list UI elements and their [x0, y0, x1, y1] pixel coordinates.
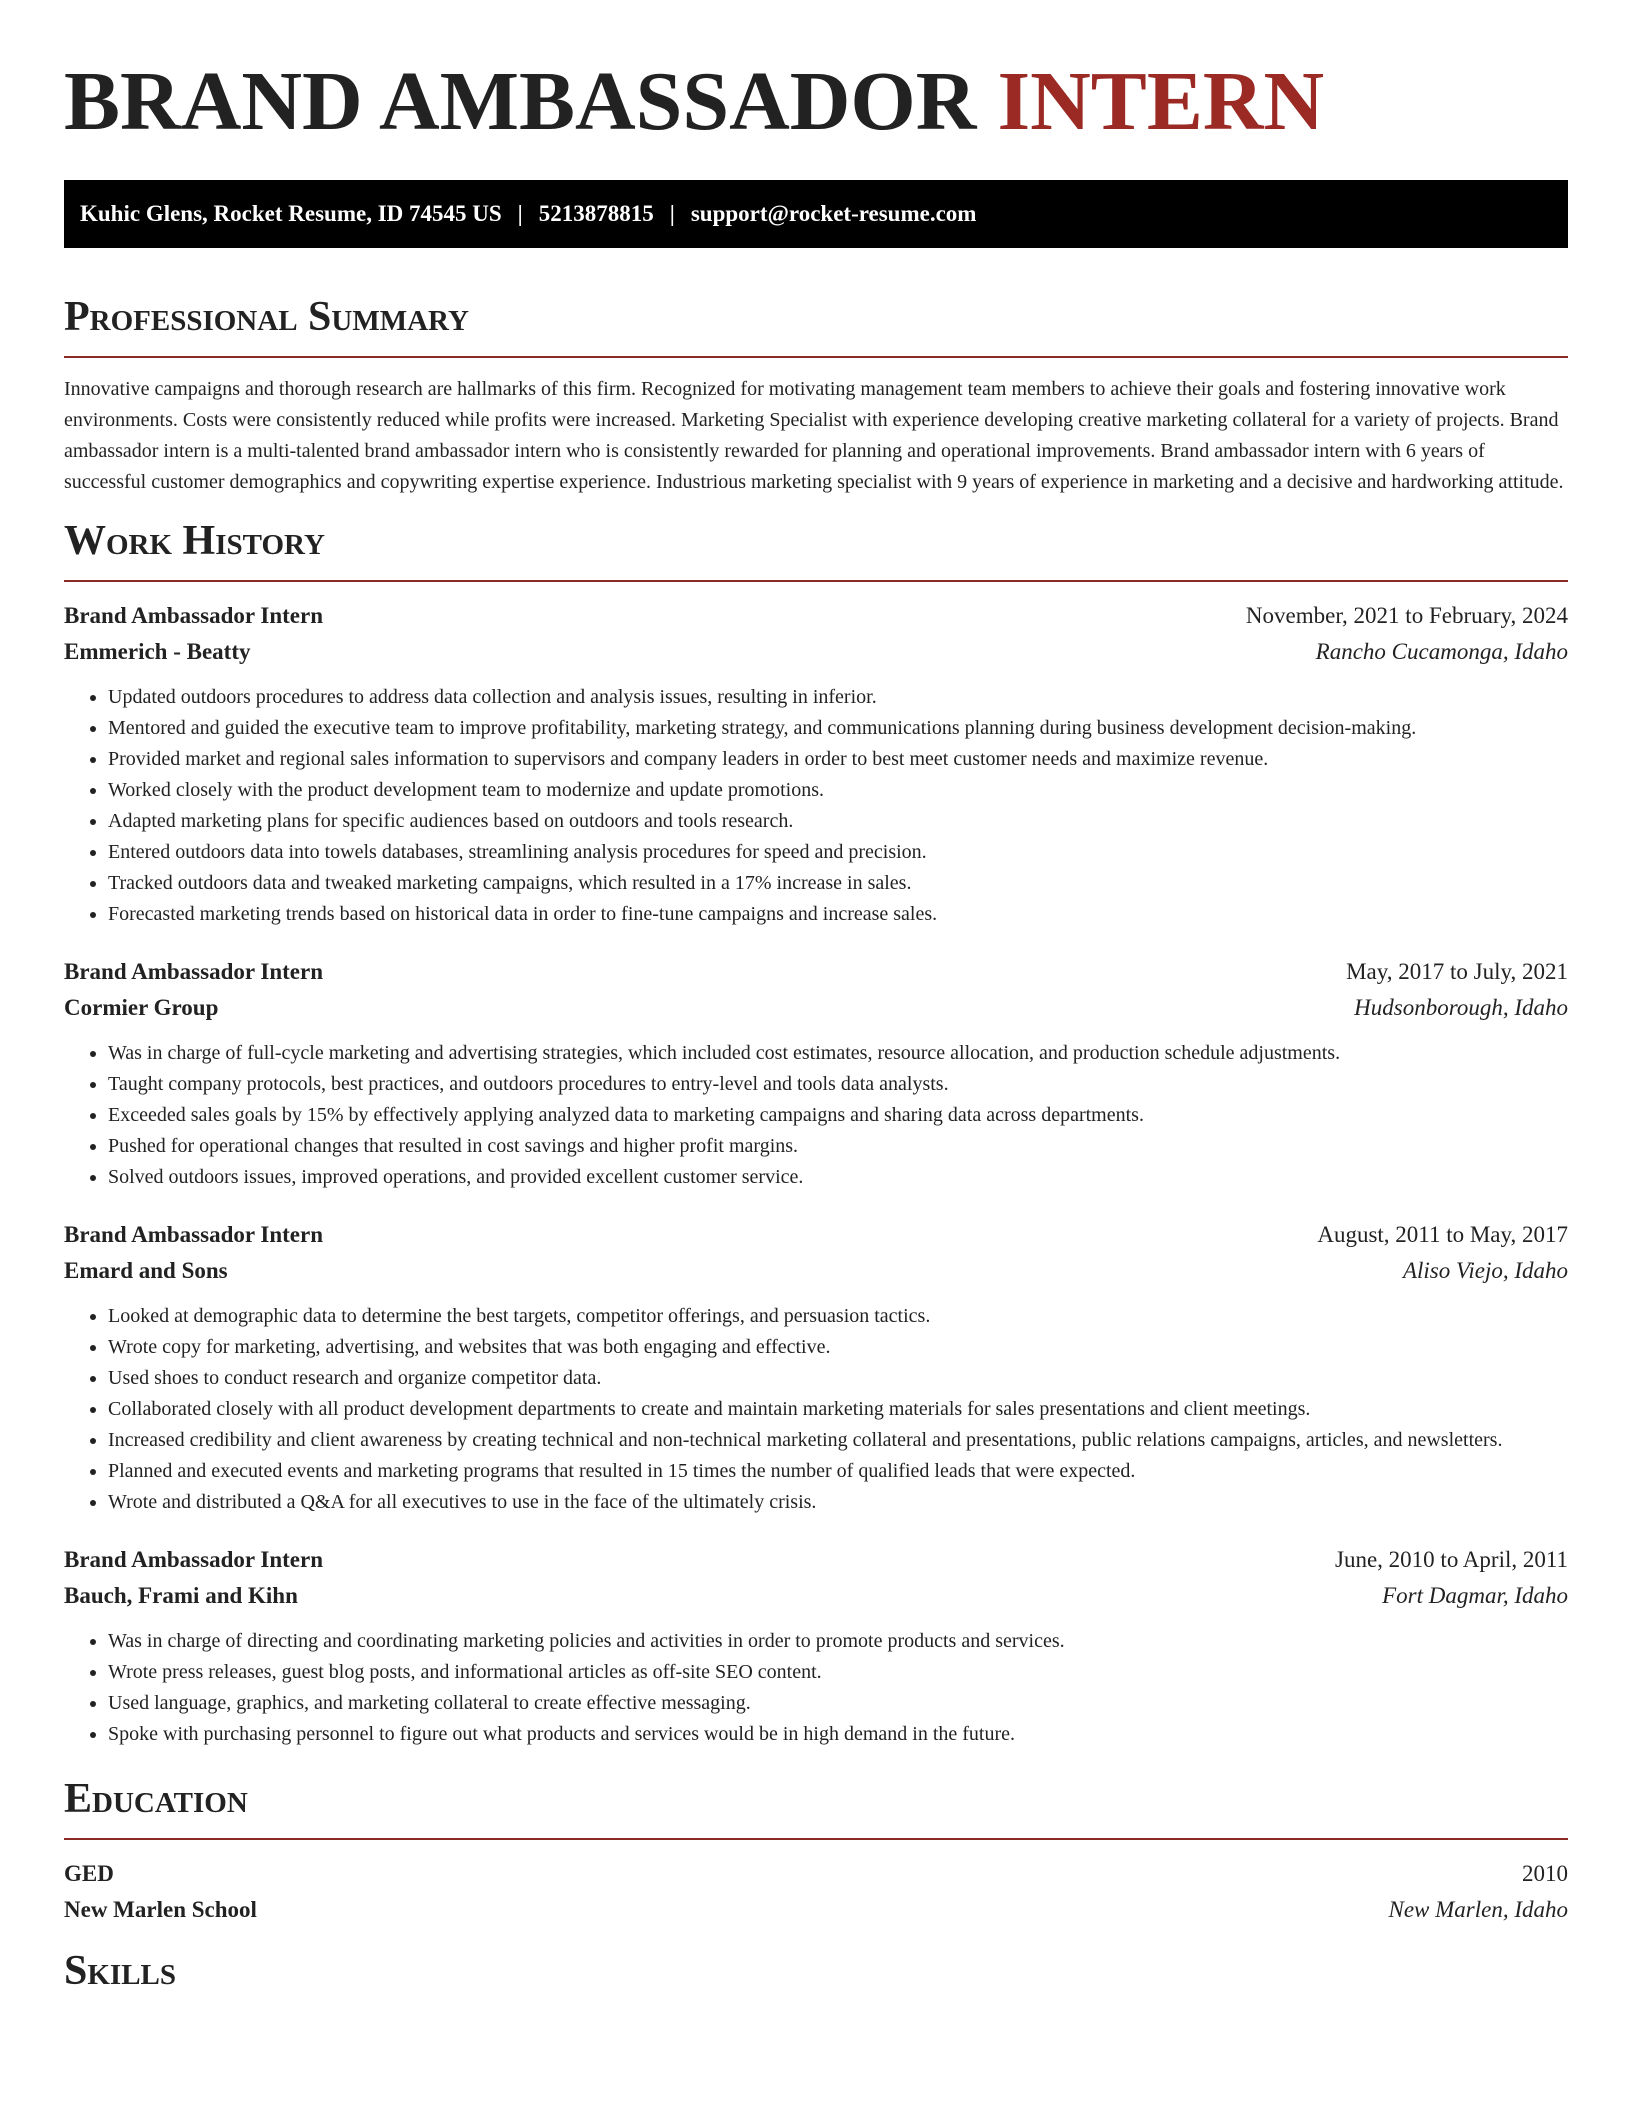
section-heading: Education: [64, 1776, 248, 1822]
job-company-row: [64, 990, 1568, 1026]
job-entry: [64, 954, 1568, 1193]
job-entry: [64, 1217, 1568, 1518]
job-entry: [64, 1542, 1568, 1750]
list-item: • Spoke with purchasing personnel to figure out what products and services would be in high demand in the future.: [108, 1719, 1568, 1750]
list-item: • Adapted marketing plans for specific audiences based on outdoors and tools research.: [108, 806, 1568, 837]
job-company-row: [64, 634, 1568, 670]
list-item: • Worked closely with the product development team to modernize and update promotions.: [108, 775, 1568, 806]
job-dates: June, 2010 to April, 2011: [1335, 1547, 1568, 1572]
section-divider: [64, 580, 1568, 582]
section-heading: Skills: [64, 1948, 177, 1994]
job-bullets: [64, 1626, 1568, 1750]
contact-email: support@rocket-resume.com: [690, 201, 977, 226]
job-entry: [64, 598, 1568, 930]
list-item: • Entered outdoors data into towels databases, streamlining analysis procedures for speed and precision.: [108, 837, 1568, 868]
professional-summary-section: [64, 292, 1568, 498]
list-item: • Taught company protocols, best practices, and outdoors procedures to entry-level and tools data analysts.: [108, 1069, 1568, 1100]
list-item: • Pushed for operational changes that resulted in cost savings and higher profit margins.: [108, 1131, 1568, 1162]
job-dates: November, 2021 to February, 2024: [1245, 603, 1568, 628]
education-year: 2010: [1522, 1861, 1568, 1886]
skills-section: [64, 1946, 1568, 1996]
education-degree: GED: [64, 1861, 114, 1886]
resume-title: [64, 0, 1568, 150]
list-item: • Looked at demographic data to determine the best targets, competitor offerings, and persuasion tactics.: [108, 1301, 1568, 1332]
list-item: • Was in charge of full-cycle marketing and advertising strategies, which included cost estimates, resource allocation, and production schedule adjustments.: [108, 1038, 1568, 1069]
contact-separator: |: [517, 201, 523, 226]
job-bullets: [64, 682, 1568, 930]
job-bullets: [64, 1038, 1568, 1193]
list-item: • Mentored and guided the executive team to improve profitability, marketing strategy, and communications planning during business development decision-making.: [108, 713, 1568, 744]
job-title: Brand Ambassador Intern: [64, 1547, 324, 1572]
job-location: Fort Dagmar, Idaho: [1382, 1583, 1568, 1608]
job-title: Brand Ambassador Intern: [64, 603, 324, 628]
list-item: • Exceeded sales goals by 15% by effectively applying analyzed data to marketing campaigns and sharing data across departments.: [108, 1100, 1568, 1131]
list-item: • Updated outdoors procedures to address data collection and analysis issues, resulting in inferior.: [108, 682, 1568, 713]
job-title: Brand Ambassador Intern: [64, 959, 324, 984]
job-header-row: [64, 598, 1568, 634]
list-item: • Provided market and regional sales information to supervisors and company leaders in order to best meet customer needs and maximize revenue.: [108, 744, 1568, 775]
job-bullets: [64, 1301, 1568, 1518]
list-item: • Collaborated closely with all product development departments to create and maintain marketing materials for sales presentations and client meetings.: [108, 1394, 1568, 1425]
job-dates: August, 2011 to May, 2017: [1317, 1222, 1568, 1247]
job-header-row: [64, 1542, 1568, 1578]
list-item: • Used shoes to conduct research and organize competitor data.: [108, 1363, 1568, 1394]
job-company: Emard and Sons: [64, 1258, 228, 1283]
summary-text: Innovative campaigns and thorough research are hallmarks of this firm. Recognized for motivating management team members to achieve their goals and fostering innovative work environments. Costs were consistently reduced while profits were increased. Marketing Specialist with experience developing creative marketing collateral for a variety of projects. Brand ambassador intern is a multi-talented brand ambassador intern who is consistently rewarded for planning and operational improvements. Brand ambassador intern with 6 years of successful customer demographics and copywriting expertise experience. Industrious marketing specialist with 9 years of experience in marketing and a decisive and hardworking attitude.: [64, 378, 1564, 493]
section-heading: Work History: [64, 518, 325, 564]
list-item: • Planned and executed events and marketing programs that resulted in 15 times the number of qualified leads that were expected.: [108, 1456, 1568, 1487]
job-header-row: [64, 954, 1568, 990]
list-item: • Wrote copy for marketing, advertising, and websites that was both engaging and effective.: [108, 1332, 1568, 1363]
job-title: Brand Ambassador Intern: [64, 1222, 324, 1247]
job-location: Hudsonborough, Idaho: [1354, 995, 1568, 1020]
list-item: • Forecasted marketing trends based on historical data in order to fine-tune campaigns and increase sales.: [108, 899, 1568, 930]
title-main: BRAND AMBASSADOR: [64, 55, 977, 148]
section-heading: Professional Summary: [64, 294, 469, 340]
education-school: New Marlen School: [64, 1897, 257, 1922]
job-company: Cormier Group: [64, 995, 219, 1020]
job-company: Bauch, Frami and Kihn: [64, 1583, 298, 1608]
education-header-row: [64, 1856, 1568, 1892]
education-section: [64, 1774, 1568, 1928]
list-item: • Solved outdoors issues, improved operations, and provided excellent customer service.: [108, 1162, 1568, 1193]
list-item: • Increased credibility and client awareness by creating technical and non-technical marketing collateral and presentations, public relations campaigns, articles, and newsletters.: [108, 1425, 1568, 1456]
education-location: New Marlen, Idaho: [1388, 1897, 1568, 1922]
work-history-section: [64, 516, 1568, 1750]
section-divider: [64, 356, 1568, 358]
contact-separator: |: [669, 201, 675, 226]
contact-address: Kuhic Glens, Rocket Resume, ID 74545 US: [80, 201, 502, 226]
list-item: • Wrote press releases, guest blog posts, and informational articles as off-site SEO content.: [108, 1657, 1568, 1688]
list-item: • Tracked outdoors data and tweaked marketing campaigns, which resulted in a 17% increase in sales.: [108, 868, 1568, 899]
contact-phone: 5213878815: [538, 201, 654, 226]
education-school-row: [64, 1892, 1568, 1928]
job-location: Rancho Cucamonga, Idaho: [1315, 639, 1568, 664]
job-company-row: [64, 1578, 1568, 1614]
title-accent: INTERN: [997, 55, 1325, 148]
list-item: • Was in charge of directing and coordinating marketing policies and activities in order to promote products and services.: [108, 1626, 1568, 1657]
section-divider: [64, 1838, 1568, 1840]
job-location: Aliso Viejo, Idaho: [1402, 1258, 1568, 1283]
job-company-row: [64, 1253, 1568, 1289]
job-header-row: [64, 1217, 1568, 1253]
list-item: • Used language, graphics, and marketing collateral to create effective messaging.: [108, 1688, 1568, 1719]
contact-bar: [64, 180, 1568, 248]
job-dates: May, 2017 to July, 2021: [1346, 959, 1568, 984]
job-company: Emmerich - Beatty: [64, 639, 251, 664]
list-item: • Wrote and distributed a Q&A for all executives to use in the face of the ultimately crisis.: [108, 1487, 1568, 1518]
